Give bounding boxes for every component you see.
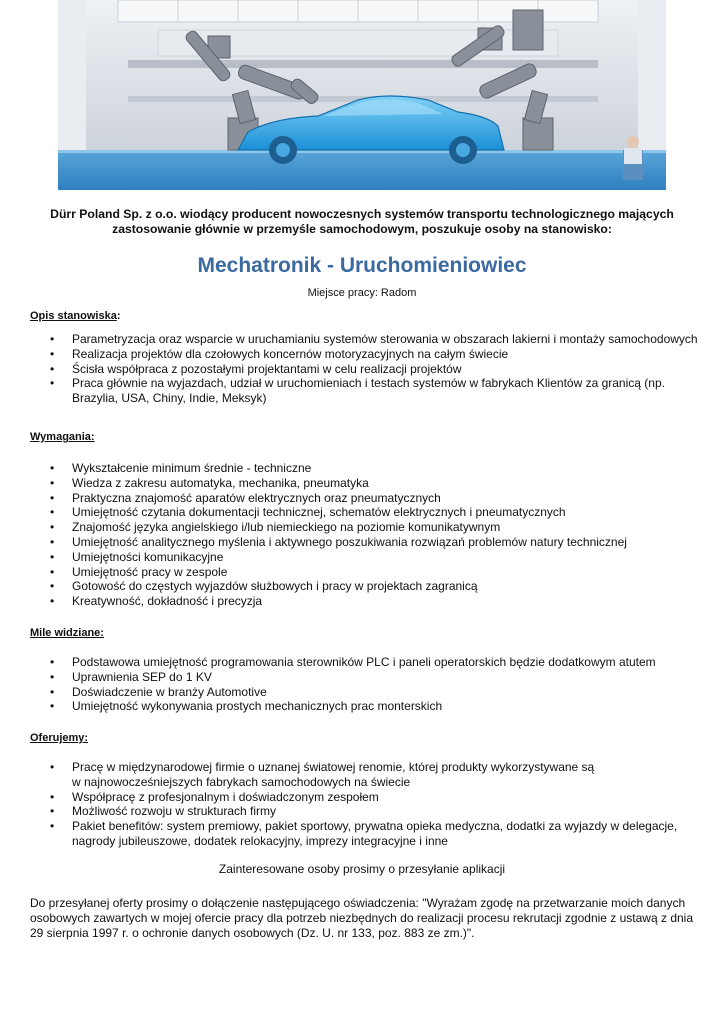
list-item: • Doświadczenie w branży Automotive (50, 685, 700, 700)
offer-list (50, 760, 700, 849)
list-item: • Pakiet benefitów: system premiowy, pakiet sportowy, prywatna opieka medyczna, dodatki za wyjazdy w delegacje, nagrody jubileuszowe, dodatek relokacyjny, imprezy integracyjne i inne (50, 819, 700, 849)
list-item: • Umiejętności komunikacyjne (50, 550, 700, 565)
nice-to-have-list (50, 655, 700, 714)
list-item: • Wykształcenie minimum średnie - techniczne (50, 461, 700, 476)
list-item: • Umiejętność analitycznego myślenia i aktywnego poszukiwania rozwiązań problemów natury technicznej (50, 535, 700, 550)
robot-painting-line-illustration (58, 0, 666, 190)
section-heading-description (30, 310, 120, 322)
job-title: Mechatronik - Uruchomieniowiec (197, 254, 527, 277)
list-item: • Umiejętność czytania dokumentacji technicznej, schematów elektrycznych i pneumatycznych (50, 505, 700, 520)
list-item: • Możliwość rozwoju w strukturach firmy (50, 804, 700, 819)
list-item: • Ścisła współpraca z pozostałymi projektantami w celu realizacji projektów (50, 362, 700, 377)
list-item: • Uprawnienia SEP do 1 KV (50, 670, 700, 685)
list-item: • Wiedza z zakresu automatyka, mechanika, pneumatyka (50, 476, 700, 491)
requirements-list (50, 461, 700, 609)
section-heading-offer: Oferujemy: (30, 732, 89, 744)
list-item: • Kreatywność, dokładność i precyzja (50, 594, 700, 609)
list-item: • Podstawowa umiejętność programowania sterowników PLC i paneli operatorskich będzie dodatkowym atutem (50, 655, 700, 670)
list-item: • Współpracę z profesjonalnym i doświadczonym zespołem (50, 790, 700, 805)
list-item: • Realizacja projektów dla czołowych koncernów motoryzacyjnych na całym świecie (50, 347, 700, 362)
description-heading-text: Opis stanowiska (30, 310, 117, 322)
list-item: • Parametryzacja oraz wsparcie w uruchamianiu systemów sterowania w obszarach lakierni i montaży samochodowych (50, 332, 700, 347)
list-item: • Umiejętność wykonywania prostych mechanicznych prac monterskich (50, 699, 700, 714)
list-item: • Praktyczna znajomość aparatów elektrycznych oraz pneumatycznych (50, 491, 700, 506)
list-item: • Praca głównie na wyjazdach, udział w uruchomieniach i testach systemów w fabrykach Klientów za granicą (np. Brazylia, USA, Chiny, Indie, Meksyk) (50, 376, 700, 406)
work-location: Miejsce pracy: Radom (307, 287, 417, 299)
application-invite: Zainteresowane osoby prosimy o przesyłanie aplikacji (218, 862, 506, 876)
company-intro: Dürr Poland Sp. z o.o. wiodący producent nowoczesnych systemów transportu technologicznego mających zastosowanie głównie w przemyśle samochodowym, poszukuje osoby na stanowisko: (50, 207, 674, 236)
description-heading-colon: : (116, 310, 121, 322)
list-item: • Umiejętność pracy w zespole (50, 565, 700, 580)
list-item: • Znajomość języka angielskiego i/lub niemieckiego na poziomie komunikatywnym (50, 520, 700, 535)
section-heading-nice-to-have: Mile widziane: (30, 627, 104, 639)
section-heading-requirements: Wymagania: (30, 431, 95, 443)
hero-image (58, 0, 666, 190)
list-item: • Gotowość do częstych wyjazdów służbowych i pracy w projektach zagranicą (50, 579, 700, 594)
description-list (50, 332, 700, 406)
consent-clause: Do przesyłanej oferty prosimy o dołączenie następującego oświadczenia: "Wyrażam zgodę na przetwarzanie moich danych osobowych zawartych w mojej ofercie pracy dla potrzeb niezbędnych do realizacji procesu rekrutacji zgodnie z ustawą z dnia 29 sierpnia 1997 r. o ochronie danych osobowych (Dz. U. nr 133, poz. 883 ze zm.)". (30, 896, 693, 940)
list-item: • Pracę w międzynarodowej firmie o uznanej światowej renomie, której produkty wykorzystywane są w najnowocześniejszych fabrykach samochodowych na świecie (50, 760, 700, 790)
